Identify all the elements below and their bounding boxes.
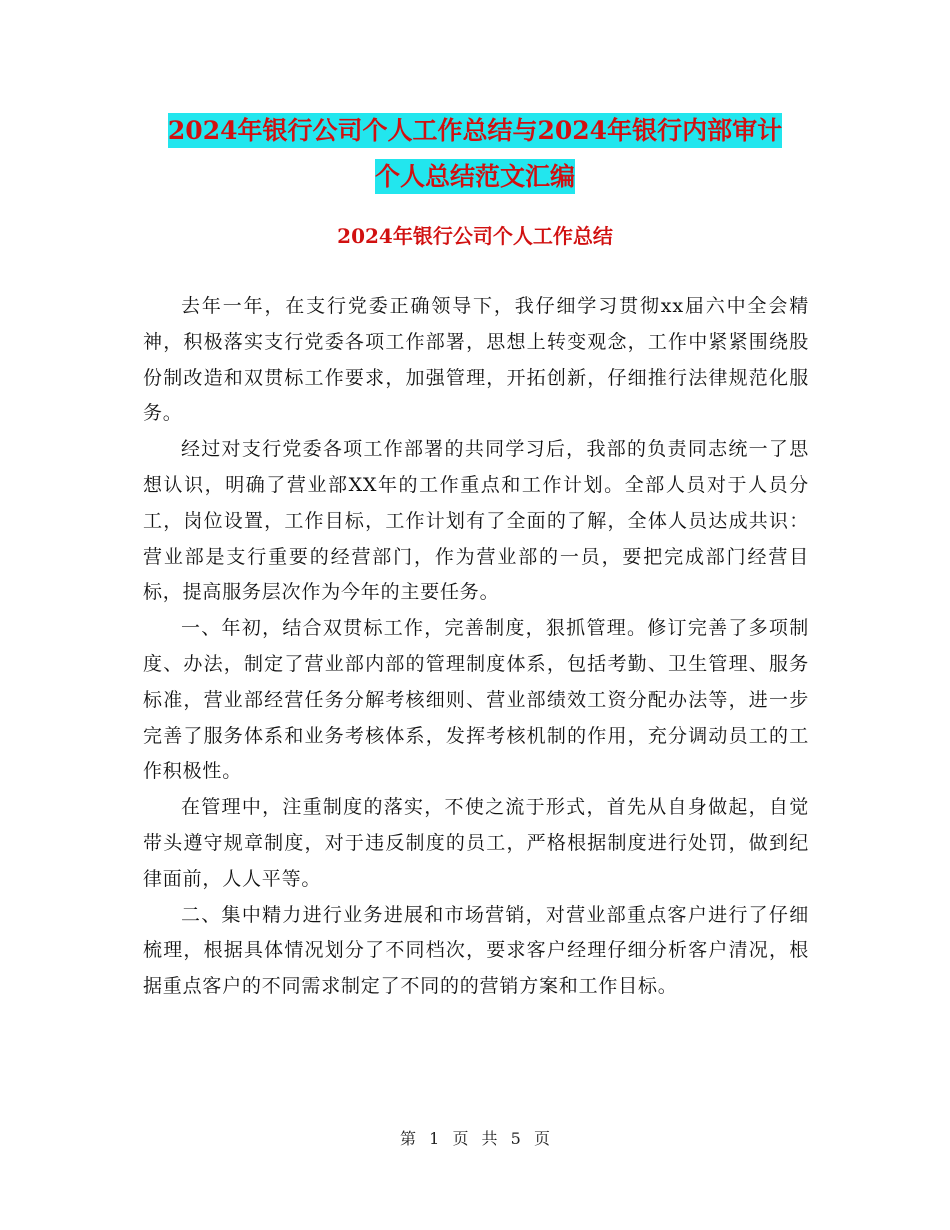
body-paragraph: 二、集中精力进行业务进展和市场营销，对营业部重点客户进行了仔细梳理，根据具体情况划分了不同档次，要求客户经理仔细分析客户清况，根据重点客户的不同需求制定了不同的的营销方案和工作目标。: [143, 903, 809, 998]
footer-prefix: 第: [400, 1129, 417, 1148]
document-body: [143, 289, 809, 1005]
section-title: 2024年银行公司个人工作总结: [337, 224, 613, 248]
footer-page-word: 页: [452, 1129, 469, 1148]
footer-total-prefix: 共: [481, 1129, 498, 1148]
footer-current-page: 1: [429, 1129, 440, 1148]
footer-total-suffix: 页: [533, 1129, 550, 1148]
body-paragraph: 经过对支行党委各项工作部署的共同学习后，我部的负责同志统一了思想认识，明确了营业部XX年的工作重点和工作计划。全部人员对于人员分工，岗位设置，工作目标，工作计划有了全面的了解，全体人员达成共识：营业部是支行重要的经营部门，作为营业部的一员，要把完成部门经营目标，提高服务层次作为今年的主要任务。: [143, 438, 809, 604]
document-title-line-1: 2024年银行公司个人工作总结与2024年银行内部审计: [168, 113, 782, 148]
page-footer: [0, 1126, 950, 1149]
document-title-line-2: 个人总结范文汇编: [375, 159, 575, 194]
body-paragraph: 一、年初，结合双贯标工作，完善制度，狠抓管理。修订完善了多项制度、办法，制定了营业部内部的管理制度体系，包括考勤、卫生管理、服务标准，营业部经营任务分解考核细则、营业部绩效工资分配办法等，进一步完善了服务体系和业务考核体系，发挥考核机制的作用，充分调动员工的工作积极性。: [143, 617, 809, 783]
footer-total-pages: 5: [510, 1129, 521, 1148]
document-title: [100, 108, 850, 200]
body-paragraph: 去年一年，在支行党委正确领导下，我仔细学习贯彻xx届六中全会精神，积极落实支行党委各项工作部署，思想上转变观念，工作中紧紧围绕股份制改造和双贯标工作要求，加强管理，开拓创新，仔细推行法律规范化服务。: [143, 295, 809, 425]
body-paragraph: 在管理中，注重制度的落实，不使之流于形式，首先从自身做起，自觉带头遵守规章制度，对于违反制度的员工，严格根据制度进行处罚，做到纪律面前，人人平等。: [143, 796, 809, 890]
